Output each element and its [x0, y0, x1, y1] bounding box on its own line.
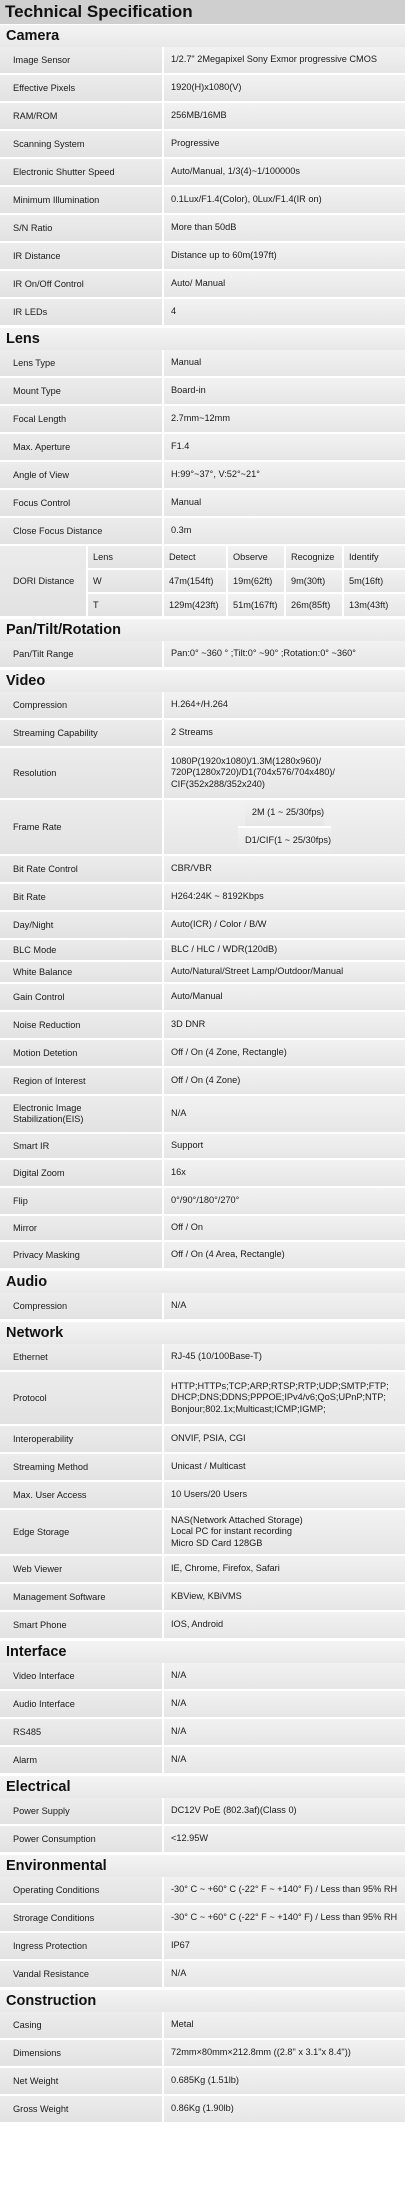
spec-row [0, 1188, 405, 1216]
spec-row [0, 1426, 405, 1454]
spec-label: Casing [0, 2012, 164, 2038]
spec-label: Ingress Protection [0, 1933, 164, 1959]
spec-label: Privacy Masking [0, 1242, 164, 1268]
spec-label: Gain Control [0, 984, 164, 1010]
spec-label: Compression [0, 1293, 164, 1319]
spec-value: 1/2.7" 2Megapixel Sony Exmor progressive CMOS [164, 47, 405, 73]
spec-value: KBView, KBiVMS [164, 1584, 405, 1610]
spec-label: Minimum Illumination [0, 187, 164, 213]
spec-row [0, 215, 405, 243]
spec-row [0, 1961, 405, 1989]
spec-row [0, 1747, 405, 1775]
spec-value: H264:24K ~ 8192Kbps [164, 884, 405, 910]
dori-cell: T [88, 594, 164, 616]
spec-row [0, 350, 405, 378]
spec-value: More than 50dB [164, 215, 405, 241]
spec-row [0, 1242, 405, 1270]
spec-value: H.264+/H.264 [164, 692, 405, 718]
dori-grid [88, 546, 405, 616]
spec-value: Metal [164, 2012, 405, 2038]
spec-row [0, 131, 405, 159]
spec-row [0, 1068, 405, 1096]
spec-row [0, 1556, 405, 1584]
spec-value: Progressive [164, 131, 405, 157]
dori-header-cell: Observe [228, 546, 286, 568]
spec-row [0, 271, 405, 299]
spec-row [0, 720, 405, 748]
spec-row [0, 1584, 405, 1612]
spec-label: Net Weight [0, 2068, 164, 2094]
spec-value: Auto/Natural/Street Lamp/Outdoor/Manual [164, 962, 405, 982]
dori-cell: 13m(43ft) [344, 594, 405, 616]
spec-value: 4 [164, 299, 405, 325]
spec-value: 2M (1 ~ 25/30fps) [245, 800, 324, 826]
spec-value: N/A [164, 1691, 405, 1717]
spec-label: Mirror [0, 1216, 164, 1240]
dori-header-cell: Lens [88, 546, 164, 568]
spec-label: RAM/ROM [0, 103, 164, 129]
spec-row [0, 1482, 405, 1510]
spec-value: F1.4 [164, 434, 405, 460]
spec-label: Angle of View [0, 462, 164, 488]
spec-value: HTTP;HTTPs;TCP;ARP;RTSP;RTP;UDP;SMTP;FTP; DHCP;DNS;DDNS;PPPOE;IPv4/v6;QoS;UPnP;NTP; Bonjour;802.1x;Multicast;ICMP;IGMP; [164, 1372, 405, 1424]
spec-value: 2 Streams [164, 720, 405, 746]
dori-header-row [88, 546, 405, 568]
spec-label: Noise Reduction [0, 1012, 164, 1038]
spec-row [0, 47, 405, 75]
spec-label: BLC Mode [0, 940, 164, 960]
spec-value: 2.7mm~12mm [164, 406, 405, 432]
spec-row [0, 856, 405, 884]
spec-row [0, 243, 405, 271]
spec-row [0, 434, 405, 462]
spec-row [0, 1454, 405, 1482]
dori-cell: 5m(16ft) [344, 570, 405, 592]
spec-label: RS485 [0, 1719, 164, 1745]
dori-header-cell: Identify [344, 546, 405, 568]
spec-label: Strorage Conditions [0, 1905, 164, 1931]
spec-value: 1920(H)x1080(V) [164, 75, 405, 101]
spec-row [0, 884, 405, 912]
spec-label: Electronic Shutter Speed [0, 159, 164, 185]
spec-value: 0.685Kg (1.51lb) [164, 2068, 405, 2094]
section-heading-network: Network [0, 1321, 405, 1344]
page-title: Technical Specification [0, 0, 405, 24]
spec-label: Effective Pixels [0, 75, 164, 101]
spec-label: Smart Phone [0, 1612, 164, 1638]
spec-label: Max. Aperture [0, 434, 164, 460]
spec-label: Lens Type [0, 350, 164, 376]
spec-value: 72mm×80mm×212.8mm ((2.8" x 3.1"x 8.4")) [164, 2040, 405, 2066]
section-heading-electrical: Electrical [0, 1775, 405, 1798]
spec-label: Interoperability [0, 1426, 164, 1452]
spec-value: 0°/90°/180°/270° [164, 1188, 405, 1214]
spec-value: Manual [164, 490, 405, 516]
spec-row [0, 2040, 405, 2068]
spec-value: DC12V PoE (802.3af)(Class 0) [164, 1798, 405, 1824]
dori-distance-table [0, 546, 405, 618]
spec-value: 3D DNR [164, 1012, 405, 1038]
spec-value: 0.3m [164, 518, 405, 544]
spec-row [0, 748, 405, 800]
dori-cell: 129m(423ft) [164, 594, 228, 616]
spec-value: Distance up to 60m(197ft) [164, 243, 405, 269]
spec-value: 10 Users/20 Users [164, 1482, 405, 1508]
spec-value: ONVIF, PSIA, CGI [164, 1426, 405, 1452]
spec-row-frame-rate [0, 800, 405, 856]
section-heading-lens: Lens [0, 327, 405, 350]
dori-cell: 51m(167ft) [228, 594, 286, 616]
spec-value: Off / On (4 Area, Rectangle) [164, 1242, 405, 1268]
spec-label: Focal Length [0, 406, 164, 432]
spec-row [0, 1096, 405, 1134]
camera-rows [0, 47, 405, 327]
dori-cell: 47m(154ft) [164, 570, 228, 592]
spec-row [0, 1826, 405, 1854]
spec-label: Management Software [0, 1584, 164, 1610]
spec-value: Manual [164, 350, 405, 376]
spec-label: Image Sensor [0, 47, 164, 73]
spec-row [0, 1372, 405, 1426]
spec-label: Alarm [0, 1747, 164, 1773]
spec-value: Board-in [164, 378, 405, 404]
spec-label: Frame Rate [0, 800, 164, 854]
dori-header-cell: Recognize [286, 546, 344, 568]
spec-value: -30° C ~ +60° C (-22° F ~ +140° F) / Less than 95% RH [164, 1877, 405, 1903]
section-heading-camera: Camera [0, 24, 405, 47]
spec-value: H:99°~37°, V:52°~21° [164, 462, 405, 488]
spec-label: Close Focus Distance [0, 518, 164, 544]
spec-label: Pan/Tilt Range [0, 641, 164, 667]
spec-value: BLC / HLC / WDR(120dB) [164, 940, 405, 960]
dori-row [88, 568, 405, 592]
spec-row [0, 490, 405, 518]
spec-value: N/A [164, 1747, 405, 1773]
spec-row [0, 1160, 405, 1188]
spec-value: Unicast / Multicast [164, 1454, 405, 1480]
section-heading-video: Video [0, 669, 405, 692]
spec-value: N/A [164, 1961, 405, 1987]
spec-row [0, 406, 405, 434]
section-heading-interface: Interface [0, 1640, 405, 1663]
spec-label: Power Consumption [0, 1826, 164, 1852]
spec-row [0, 1510, 405, 1556]
spec-row [0, 1663, 405, 1691]
spec-row [0, 641, 405, 669]
spec-label: Smart IR [0, 1134, 164, 1158]
spec-value: Off / On (4 Zone) [164, 1068, 405, 1094]
spec-row [0, 692, 405, 720]
spec-label: Streaming Method [0, 1454, 164, 1480]
dori-cell: W [88, 570, 164, 592]
spec-row [0, 2068, 405, 2096]
spec-value: IE, Chrome, Firefox, Safari [164, 1556, 405, 1582]
spec-value: CBR/VBR [164, 856, 405, 882]
spec-row [0, 1612, 405, 1640]
lens-rows [0, 350, 405, 546]
spec-row [0, 984, 405, 1012]
spec-row [0, 1216, 405, 1242]
spec-row [0, 940, 405, 962]
spec-row [0, 1134, 405, 1160]
spec-value: 256MB/16MB [164, 103, 405, 129]
spec-value: RJ-45 (10/100Base-T) [164, 1344, 405, 1370]
spec-row [0, 962, 405, 984]
spec-value: 16x [164, 1160, 405, 1186]
spec-value: Pan:0° ~360 ° ;Tilt:0° ~90° ;Rotation:0° ~360° [164, 641, 405, 667]
spec-label: Video Interface [0, 1663, 164, 1689]
spec-value: 0.86Kg (1.90lb) [164, 2096, 405, 2122]
spec-label: S/N Ratio [0, 215, 164, 241]
spec-value: Off / On [164, 1216, 405, 1240]
spec-value: D1/CIF(1 ~ 25/30fps) [238, 826, 331, 854]
spec-value: N/A [164, 1096, 405, 1132]
spec-label: Ethernet [0, 1344, 164, 1370]
dori-cell: 19m(62ft) [228, 570, 286, 592]
spec-label: Scanning System [0, 131, 164, 157]
spec-row [0, 1293, 405, 1321]
section-heading-audio: Audio [0, 1270, 405, 1293]
spec-row [0, 1933, 405, 1961]
spec-row [0, 2012, 405, 2040]
dori-label: DORI Distance [0, 546, 88, 616]
spec-value: 1080P(1920x1080)/1.3M(1280x960)/ 720P(1280x720)/D1(704x576/704x480)/ CIF(352x288/352x240) [164, 748, 405, 798]
spec-row [0, 103, 405, 131]
dori-header-cell: Detect [164, 546, 228, 568]
spec-label: Mount Type [0, 378, 164, 404]
spec-label: Edge Storage [0, 1510, 164, 1554]
spec-label: Focus Control [0, 490, 164, 516]
section-heading-pan-tilt-rotation: Pan/Tilt/Rotation [0, 618, 405, 641]
spec-label: Compression [0, 692, 164, 718]
spec-label: Protocol [0, 1372, 164, 1424]
spec-label: Digital Zoom [0, 1160, 164, 1186]
spec-row [0, 1905, 405, 1933]
spec-label: Resolution [0, 748, 164, 798]
spec-row [0, 2096, 405, 2124]
spec-value: Auto(ICR) / Color / B/W [164, 912, 405, 938]
spec-label: Operating Conditions [0, 1877, 164, 1903]
spec-value: IP67 [164, 1933, 405, 1959]
spec-value: N/A [164, 1293, 405, 1319]
spec-value: -30° C ~ +60° C (-22° F ~ +140° F) / Less than 95% RH [164, 1905, 405, 1931]
spec-row [0, 462, 405, 490]
spec-label: IR On/Off Control [0, 271, 164, 297]
spec-label: Electronic Image Stabilization(EIS) [0, 1096, 164, 1132]
spec-value: Support [164, 1134, 405, 1158]
spec-value: Auto/Manual, 1/3(4)~1/100000s [164, 159, 405, 185]
spec-label: Motion Detetion [0, 1040, 164, 1066]
spec-value: Auto/Manual [164, 984, 405, 1010]
section-heading-construction: Construction [0, 1989, 405, 2012]
spec-label: Bit Rate [0, 884, 164, 910]
spec-label: Bit Rate Control [0, 856, 164, 882]
spec-value-group [164, 800, 405, 854]
spec-label: Day/Night [0, 912, 164, 938]
spec-row [0, 299, 405, 327]
spec-row [0, 75, 405, 103]
spec-value: N/A [164, 1719, 405, 1745]
spec-label: IR LEDs [0, 299, 164, 325]
spec-label: IR Distance [0, 243, 164, 269]
spec-row [0, 159, 405, 187]
spec-row [0, 518, 405, 546]
spec-label: Dimensions [0, 2040, 164, 2066]
spec-row [0, 1719, 405, 1747]
spec-label: Vandal Resistance [0, 1961, 164, 1987]
spec-label: Gross Weight [0, 2096, 164, 2122]
spec-row [0, 1877, 405, 1905]
spec-row [0, 187, 405, 215]
spec-row [0, 1040, 405, 1068]
spec-value: N/A [164, 1663, 405, 1689]
spec-label: Flip [0, 1188, 164, 1214]
spec-row [0, 1344, 405, 1372]
spec-label: Region of Interest [0, 1068, 164, 1094]
spec-label: White Balance [0, 962, 164, 982]
dori-cell: 9m(30ft) [286, 570, 344, 592]
spec-label: Power Supply [0, 1798, 164, 1824]
spec-value: IOS, Android [164, 1612, 405, 1638]
dori-cell: 26m(85ft) [286, 594, 344, 616]
spec-row [0, 1691, 405, 1719]
spec-label: Streaming Capability [0, 720, 164, 746]
spec-value: <12.95W [164, 1826, 405, 1852]
spec-value: Auto/ Manual [164, 271, 405, 297]
spec-row [0, 1012, 405, 1040]
spec-value: NAS(Network Attached Storage) Local PC for instant recording Micro SD Card 128GB [164, 1510, 405, 1554]
spec-label: Web Viewer [0, 1556, 164, 1582]
spec-row [0, 912, 405, 940]
spec-value: 0.1Lux/F1.4(Color), 0Lux/F1.4(IR on) [164, 187, 405, 213]
spec-label: Audio Interface [0, 1691, 164, 1717]
spec-row [0, 1798, 405, 1826]
spec-row [0, 378, 405, 406]
dori-row [88, 592, 405, 616]
spec-value: Off / On (4 Zone, Rectangle) [164, 1040, 405, 1066]
section-heading-environmental: Environmental [0, 1854, 405, 1877]
spec-label: Max. User Access [0, 1482, 164, 1508]
